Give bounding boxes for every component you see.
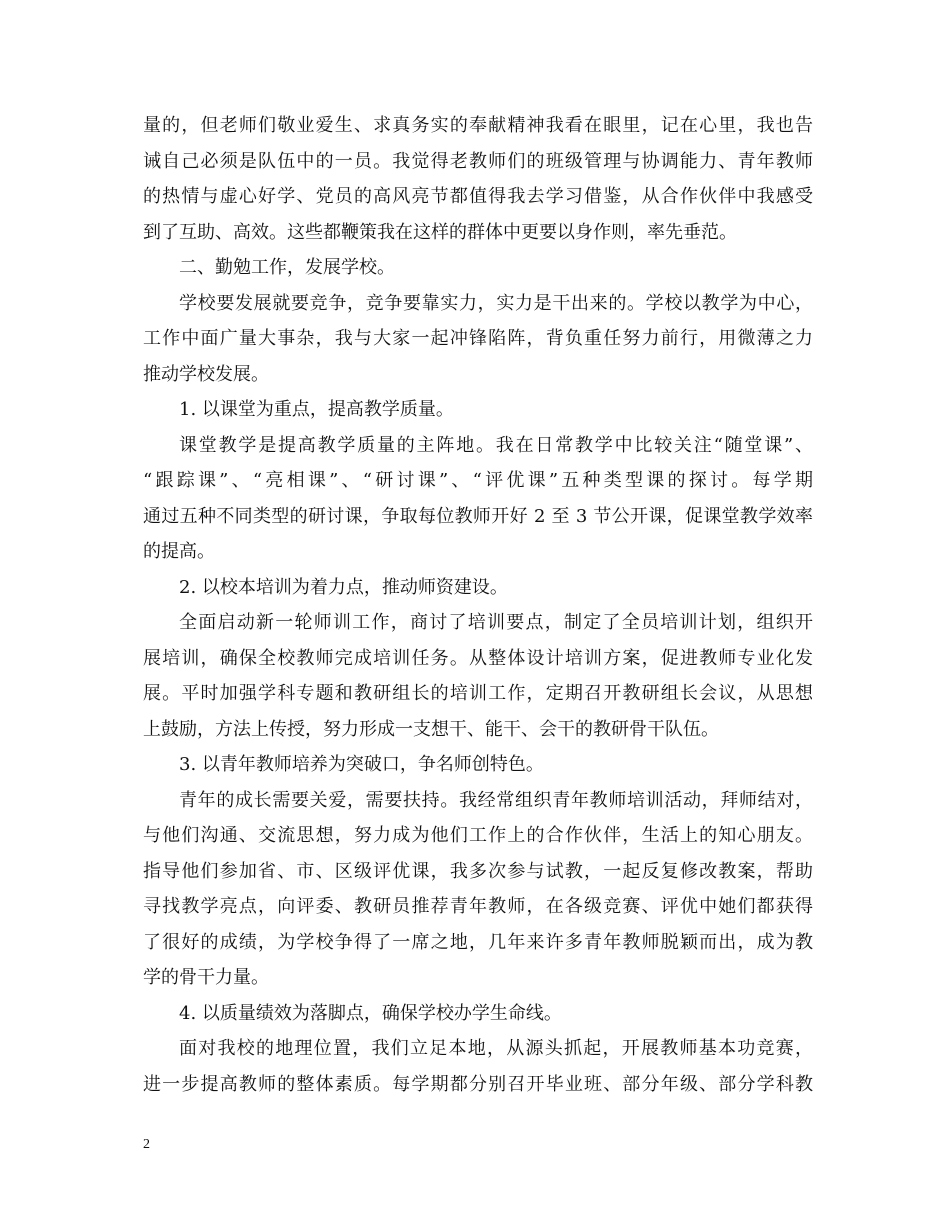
text-line: 推动学校发展。 xyxy=(143,363,269,385)
text-line: 青年的成长需要关爱，需要扶持。我经常组织青年教师培训活动，拜师结对， xyxy=(179,789,813,811)
text-line: 3. 以青年教师培养为突破口，争名师创特色。 xyxy=(179,754,544,775)
text-line: 了很好的成绩，为学校争得了一席之地，几年来许多青年教师脱颖而出，成为教 xyxy=(143,931,813,953)
text-line: 通过五种不同类型的研讨课，争取每位教师开好 2 至 3 节公开课，促课堂教学效率 xyxy=(143,505,813,527)
text-line: 到了互助、高效。这些都鞭策我在这样的群体中更要以身作则，率先垂范。 xyxy=(143,221,737,243)
text-line: 指导他们参加省、市、区级评优课，我多次参与试教，一起反复修改教案，帮助 xyxy=(143,860,813,882)
text-line: 进一步提高教师的整体素质。每学期都分别召开毕业班、部分年级、部分学科教 xyxy=(143,1073,813,1095)
text-line: 1. 以课堂为重点，提高教学质量。 xyxy=(179,399,454,420)
text-line: 寻找教学亮点，向评委、教研员推荐青年教师，在各级竞赛、评优中她们都获得 xyxy=(143,896,813,917)
text-line: 工作中面广量大事杂，我与大家一起冲锋陷阵，背负重任努力前行，用微薄之力 xyxy=(143,328,813,349)
text-line: 上鼓励，方法上传授，努力形成一支想干、能干、会干的教研骨干队伍。 xyxy=(143,718,719,740)
text-line: “跟踪课”、“亮相课”、“研讨课”、“评优课”五种类型课的探讨。每学期 xyxy=(143,470,813,491)
text-line: 的热情与虚心好学、党员的高风亮节都值得我去学习借鉴，从合作伙伴中我感受 xyxy=(143,186,813,207)
text-line: 展培训，确保全校教师完成培训任务。从整体设计培训方案，促进教师专业化发 xyxy=(143,647,813,669)
text-line: 诫自己必须是队伍中的一员。我觉得老教师们的班级管理与协调能力、青年教师 xyxy=(143,150,813,172)
text-line: 与他们沟通、交流思想，努力成为他们工作上的合作伙伴，生活上的知心朋友。 xyxy=(143,825,813,846)
text-line: 2. 以校本培训为着力点，推动师资建设。 xyxy=(179,576,508,598)
text-line: 全面启动新一轮师训工作，商讨了培训要点，制定了全员培训计划，组织开 xyxy=(179,612,813,633)
text-line: 量的，但老师们敬业爱生、求真务实的奉献精神我看在眼里，记在心里，我也告 xyxy=(143,115,813,136)
text-line: 学的骨干力量。 xyxy=(143,967,269,988)
text-line: 4. 以质量绩效为落脚点，确保学校办学生命线。 xyxy=(179,1002,562,1024)
text-line: 学校要发展就要竞争，竞争要靠实力，实力是干出来的。学校以教学为中心， xyxy=(179,292,813,314)
page-number: 2 xyxy=(143,1137,150,1152)
text-line: 展。平时加强学科专题和教研组长的培训工作，定期召开教研组长会议，从思想 xyxy=(143,683,813,704)
text-line: 课堂教学是提高教学质量的主阵地。我在日常教学中比较关注“随堂课”、 xyxy=(179,434,813,456)
text-line: 的提高。 xyxy=(143,541,215,562)
text-line: 面对我校的地理位置，我们立足本地，从源头抓起，开展教师基本功竞赛， xyxy=(179,1038,813,1059)
text-line: 二、勤勉工作，发展学校。 xyxy=(179,257,395,278)
document-body xyxy=(143,108,813,1102)
